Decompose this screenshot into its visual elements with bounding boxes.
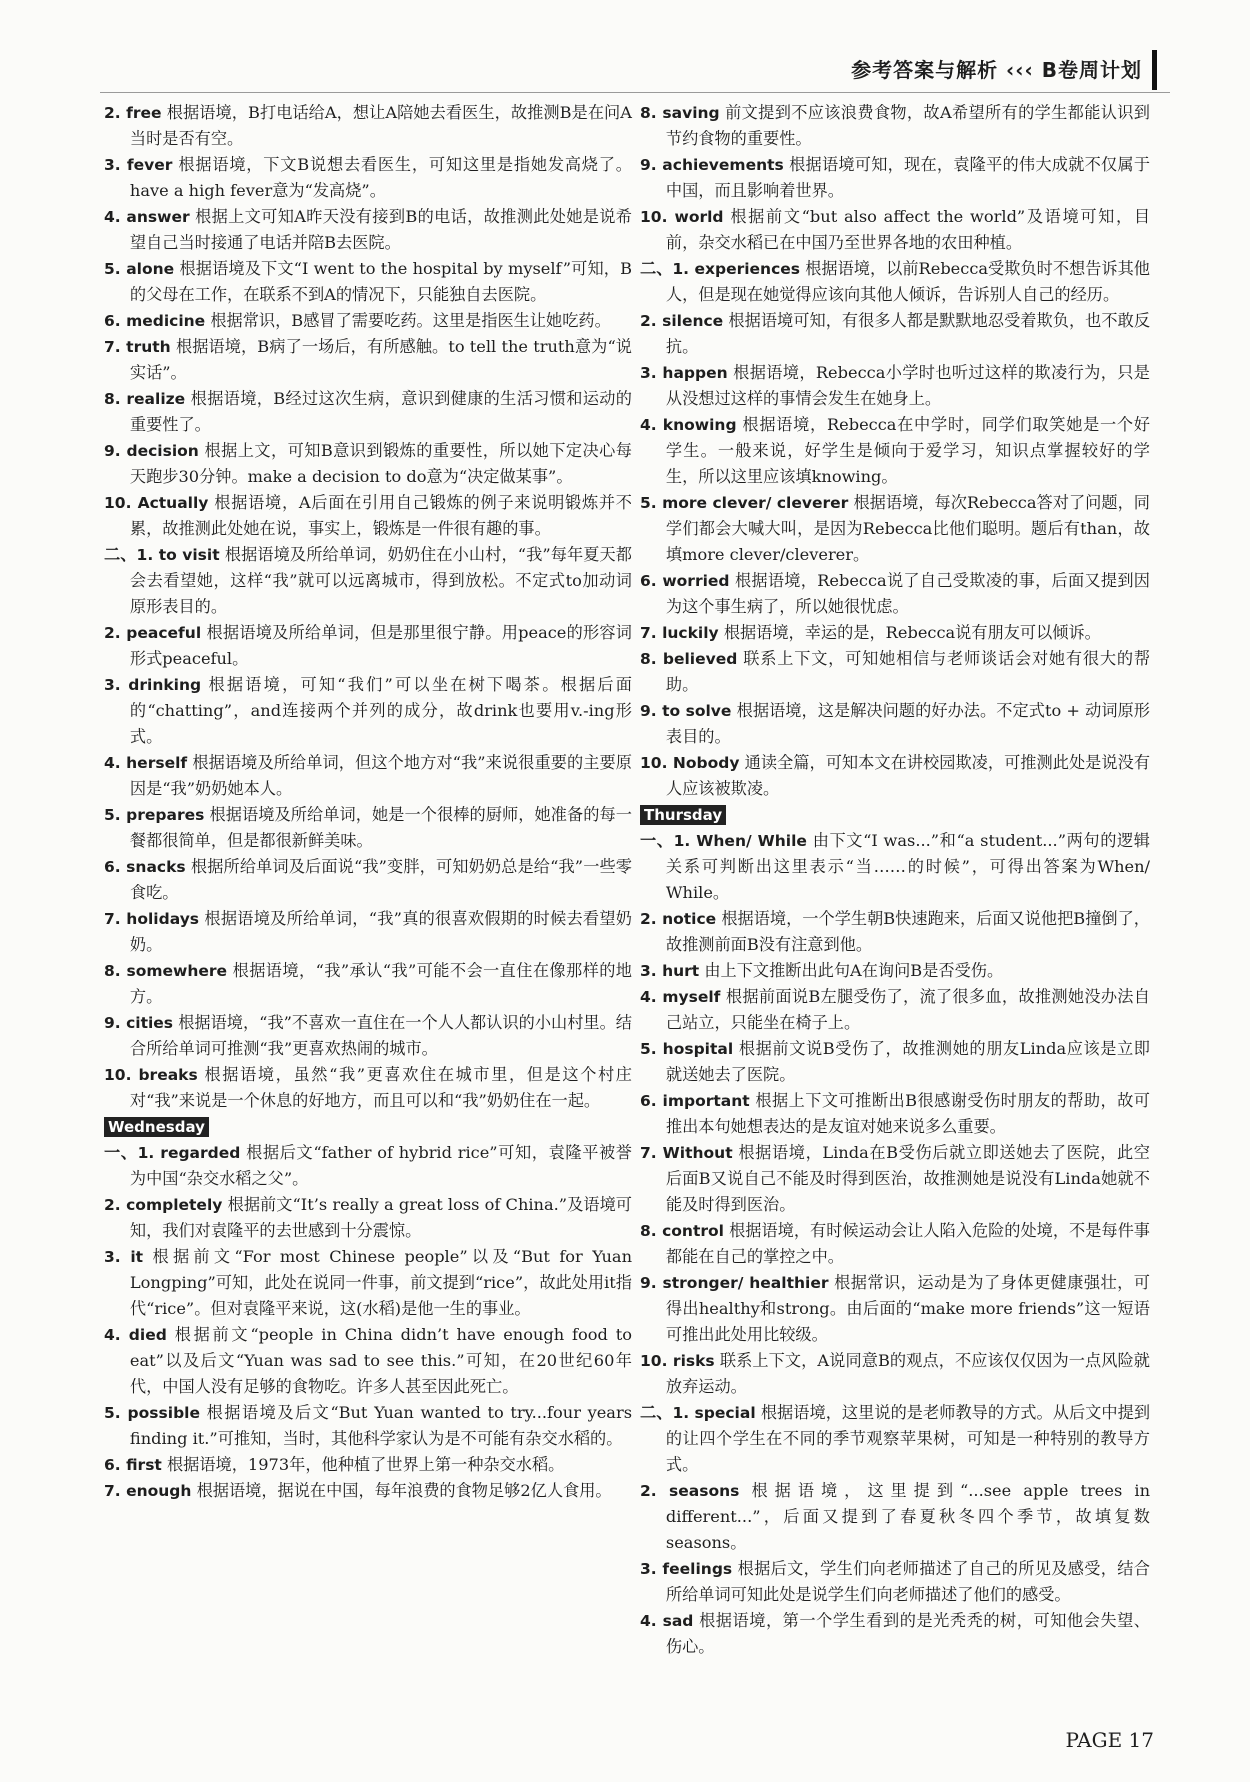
answer-word: 7. luckily	[640, 624, 719, 642]
answer-item	[640, 1556, 1150, 1608]
answer-word: 6. first	[104, 1456, 162, 1474]
answer-word: 8. saving	[640, 104, 720, 122]
answer-item	[640, 1270, 1150, 1348]
answer-explanation: 根据语境可知，现在，袁隆平的伟大成就不仅属于中国，而且影响着世界。	[665, 155, 1151, 200]
answer-explanation: 根据前文“For most Chinese people”以及“But for Yuan Longping”可知，此处在说同一件事，前文提到“rice”，故此处用it指代“rice”。但对袁隆平来说，这(水稻)是他一生的事业。	[129, 1247, 632, 1318]
answer-item	[640, 490, 1150, 568]
answer-item	[104, 1322, 632, 1400]
answer-word: 7. truth	[104, 338, 171, 356]
answer-word: 9. to solve	[640, 702, 732, 720]
day-section-label	[104, 1114, 632, 1140]
left-column	[104, 100, 632, 1504]
section-marker: 二、	[104, 545, 137, 564]
answer-item	[104, 152, 632, 204]
answer-word: 4. answer	[104, 208, 190, 226]
answer-item	[640, 204, 1150, 256]
page-header	[0, 44, 1250, 94]
answer-item	[104, 854, 632, 906]
header-bars-icon	[1152, 50, 1168, 90]
answer-item	[104, 542, 632, 620]
answer-item	[104, 672, 632, 750]
header-divider	[100, 92, 1170, 93]
answer-word: 9. achievements	[640, 156, 784, 174]
answer-item	[640, 568, 1150, 620]
answer-explanation: 根据语境，据说在中国，每年浪费的食物足够2亿人食用。	[196, 1481, 612, 1500]
answer-item	[640, 308, 1150, 360]
answer-word: 2. completely	[104, 1196, 223, 1214]
answer-word: 9. stronger/ healthier	[640, 1274, 829, 1292]
answer-item	[104, 334, 632, 386]
answer-explanation: 根据语境及所给单词，“我”真的很喜欢假期的时候去看望奶奶。	[129, 909, 632, 954]
answer-word: 3. drinking	[104, 676, 202, 694]
answer-item	[640, 984, 1150, 1036]
answer-item	[640, 360, 1150, 412]
answer-word: 4. myself	[640, 988, 721, 1006]
answer-explanation: 根据前文“people in China didn’t have enough food to eat”以及后文“Yuan was sad to see this.”可知，在20世纪60年代，中国人没有足够的食物吃。许多人甚至因此死亡。	[129, 1325, 632, 1396]
answer-explanation: 根据语境，Rebecca小学时也听过这样的欺凌行为，只是从没想过这样的事情会发生在她身上。	[665, 363, 1150, 408]
answer-word: 5. prepares	[104, 806, 205, 824]
answer-item	[104, 1452, 632, 1478]
answer-explanation: 根据语境，可知“我们”可以坐在树下喝茶。根据后面的“chatting”，and连接两个并列的成分，故drink也要用v.-ing形式。	[129, 675, 632, 746]
answer-word: 5. possible	[104, 1404, 200, 1422]
answer-explanation: 根据前文“It’s really a great loss of China.”及语境可知，我们对袁隆平的去世感到十分震惊。	[129, 1195, 632, 1240]
answer-explanation: 根据语境，Linda在B受伤后就立即送她去了医院，此空后面B又说自己不能及时得到医治，故推测她是说没有Linda她就不能及时得到医治。	[665, 1143, 1150, 1214]
answer-item	[640, 1348, 1150, 1400]
answer-explanation: 根据常识，运动是为了身体更健康强壮，可得出healthy和strong。由后面的“make more friends”这一短语可推出此处用比较级。	[665, 1273, 1150, 1344]
answer-item	[104, 386, 632, 438]
answer-item	[640, 1608, 1150, 1660]
answer-item	[640, 1478, 1150, 1556]
answer-explanation: 根据语境，幸运的是，Rebecca说有朋友可以倾诉。	[723, 623, 1101, 642]
answer-word: 5. alone	[104, 260, 175, 278]
answer-word: 7. Without	[640, 1144, 733, 1162]
answer-word: 10. breaks	[104, 1066, 198, 1084]
answer-word: 1. experiences	[672, 260, 801, 278]
answer-item	[640, 100, 1150, 152]
answer-word: 1. to visit	[136, 546, 220, 564]
answer-explanation: 根据语境，B病了一场后，有所感触。to tell the truth意为“说实话”。	[129, 337, 632, 382]
answer-item	[640, 620, 1150, 646]
answer-word: 9. cities	[104, 1014, 174, 1032]
answer-explanation: 根据上文可知A昨天没有接到B的电话，故推测此处她是说希望自己当时接通了电话并陪B去医院。	[129, 207, 632, 252]
answer-word: 5. more clever/ cleverer	[640, 494, 849, 512]
answer-item	[104, 1062, 632, 1114]
page-number: PAGE 17	[1065, 1728, 1154, 1752]
answer-item	[104, 750, 632, 802]
answer-explanation: 根据后文，学生们向老师描述了自己的所见及感受，结合所给单词可知此处是说学生们向老师描述了他们的感受。	[665, 1559, 1150, 1604]
answer-explanation: 由下文“I was...”和“a student...”两句的逻辑关系可判断出这里表示“当……的时候”，可得出答案为When/ While。	[665, 831, 1150, 902]
answer-explanation: 根据语境，每次Rebecca答对了问题，同学们都会大喊大叫，是因为Rebecca比他们聪明。题后有than，故填more clever/cleverer。	[665, 493, 1150, 564]
answer-item	[104, 802, 632, 854]
answer-explanation: 根据语境，以前Rebecca受欺负时不想告诉其他人，但是现在她觉得应该向其他人倾诉，告诉别人自己的经历。	[665, 259, 1150, 304]
answer-item	[104, 620, 632, 672]
right-column	[640, 100, 1150, 1660]
answer-item	[104, 1400, 632, 1452]
answer-explanation: 根据上下文可推断出B很感谢受伤时朋友的帮助，故可推出本句她想表达的是友谊对她来说多么重要。	[665, 1091, 1150, 1136]
answer-item	[640, 750, 1150, 802]
answer-word: 9. decision	[104, 442, 199, 460]
answer-item	[104, 958, 632, 1010]
answer-item	[104, 308, 632, 334]
answer-explanation: 根据语境，第一个学生看到的是光秃秃的树，可知他会失望、伤心。	[665, 1611, 1150, 1656]
answer-word: 1. When/ While	[673, 832, 807, 850]
answer-explanation: 根据语境，有时候运动会让人陷入危险的处境，不是每件事都能在自己的掌控之中。	[665, 1221, 1150, 1266]
day-section-label	[640, 802, 1150, 828]
answer-word: 4. knowing	[640, 416, 737, 434]
section-marker: 二、	[640, 259, 673, 278]
answer-explanation: 根据语境及所给单词，但这个地方对“我”来说很重要的主要原因是“我”奶奶她本人。	[129, 753, 632, 798]
answer-item	[104, 1140, 632, 1192]
answer-item	[640, 412, 1150, 490]
answer-word: 2. seasons	[640, 1482, 740, 1500]
answer-item	[640, 152, 1150, 204]
answer-word: 8. control	[640, 1222, 724, 1240]
answer-explanation: 根据语境，B经过这次生病，意识到健康的生活习惯和运动的重要性了。	[129, 389, 632, 434]
section-marker: 一、	[104, 1143, 138, 1162]
answer-item	[640, 828, 1150, 906]
answer-item	[640, 1036, 1150, 1088]
answer-item	[104, 256, 632, 308]
answer-item	[104, 1478, 632, 1504]
answer-explanation: 根据上文，可知B意识到锻炼的重要性，所以她下定决心每天跑步30分钟。make a decision to do意为“决定做某事”。	[129, 441, 632, 486]
answer-word: 10. risks	[640, 1352, 715, 1370]
answer-item	[640, 1218, 1150, 1270]
answer-word: 1. regarded	[137, 1144, 241, 1162]
answer-item	[104, 438, 632, 490]
answer-explanation: 根据常识，B感冒了需要吃药。这里是指医生让她吃药。	[210, 311, 611, 330]
answer-explanation: 根据语境可知，有很多人都是默默地忍受着欺负，也不敢反抗。	[665, 311, 1151, 356]
answer-explanation: 联系上下文，可知她相信与老师谈话会对她有很大的帮助。	[665, 649, 1151, 694]
answer-explanation: 根据语境及所给单词，但是那里很宁静。用peace的形容词形式peaceful。	[129, 623, 632, 668]
answer-explanation: 由上下文推断出此句A在询问B是否受伤。	[704, 961, 1004, 980]
answer-explanation: 根据语境及所给单词，奶奶住在小山村，“我”每年夏天都会去看望她，这样“我”就可以远离城市，得到放松。不定式to加动词原形表目的。	[129, 545, 632, 616]
answer-explanation: 根据语境，A后面在引用自己锻炼的例子来说明锻炼并不累，故推测此处她在说，事实上，锻炼是一件很有趣的事。	[129, 493, 632, 538]
answer-item	[640, 1400, 1150, 1478]
header-title: 参考答案与解析 ‹‹‹ B卷周计划	[851, 58, 1142, 82]
answer-item	[640, 646, 1150, 698]
answer-explanation: 根据语境，下文B说想去看医生，可知这里是指她发高烧了。have a high fever意为“发高烧”。	[129, 155, 632, 200]
answer-item	[640, 1088, 1150, 1140]
answer-explanation: 联系上下文，A说同意B的观点，不应该仅仅因为一点风险就放弃运动。	[665, 1351, 1150, 1396]
answer-item	[104, 1244, 632, 1322]
answer-explanation: 根据语境及后文“But Yuan wanted to try...four years finding it.”可推知，当时，其他科学家认为是不可能有杂交水稻的。	[129, 1403, 632, 1448]
answer-item	[104, 490, 632, 542]
answer-explanation: 前文提到不应该浪费食物，故A希望所有的学生都能认识到节约食物的重要性。	[665, 103, 1150, 148]
answer-explanation: 根据语境，虽然“我”更喜欢住在城市里，但是这个村庄对“我”来说是一个休息的好地方，而且可以和“我”奶奶住在一起。	[129, 1065, 632, 1110]
section-marker: 二、	[640, 1403, 673, 1422]
answer-word: 2. free	[104, 104, 162, 122]
answer-item	[640, 256, 1150, 308]
answer-word: 10. Nobody	[640, 754, 740, 772]
answer-word: 6. snacks	[104, 858, 186, 876]
answer-explanation: 根据语境，1973年，他种植了世界上第一种杂交水稻。	[167, 1455, 565, 1474]
answer-word: 6. worried	[640, 572, 730, 590]
answer-word: 6. medicine	[104, 312, 206, 330]
answer-item	[104, 1010, 632, 1062]
answer-word: 2. notice	[640, 910, 717, 928]
answer-word: 10. Actually	[104, 494, 209, 512]
answer-item	[640, 906, 1150, 958]
answer-word: 3. it	[104, 1248, 144, 1266]
answer-word: 1. special	[672, 1404, 756, 1422]
answer-explanation: 根据语境，这里提到“...see apple trees in different...”，后面又提到了春夏秋冬四个季节，故填复数seasons。	[665, 1481, 1150, 1552]
answer-item	[640, 958, 1150, 984]
answer-explanation: 通读全篇，可知本文在讲校园欺凌，可推测此处是说没有人应该被欺凌。	[665, 753, 1151, 798]
answer-word: 6. important	[640, 1092, 750, 1110]
answer-word: 7. enough	[104, 1482, 192, 1500]
answer-word: 7. holidays	[104, 910, 200, 928]
answer-explanation: 根据前文“but also affect the world”及语境可知，目前，杂交水稻已在中国乃至世界各地的农田种植。	[665, 207, 1151, 252]
answer-explanation: 根据语境，B打电话给A，想让A陪她去看医生，故推测B是在问A当时是否有空。	[129, 103, 632, 148]
answer-item	[104, 100, 632, 152]
answer-word: 8. believed	[640, 650, 738, 668]
answer-explanation: 根据语境及下文“I went to the hospital by myself”可知，B的父母在工作，在联系不到A的情况下，只能独自去医院。	[129, 259, 632, 304]
answer-word: 3. hurt	[640, 962, 700, 980]
answer-explanation: 根据前面说B左腿受伤了，流了很多血，故推测她没办法自己站立，只能坐在椅子上。	[665, 987, 1150, 1032]
answer-word: 5. hospital	[640, 1040, 734, 1058]
answer-explanation: 根据语境，Rebecca说了自己受欺凌的事，后面又提到因为这个事生病了，所以她很忧虑。	[665, 571, 1150, 616]
answer-explanation: 根据语境，Rebecca在中学时，同学们取笑她是一个好学生。一般来说，好学生是倾向于爱学习，知识点掌握较好的学生，所以这里应该填knowing。	[665, 415, 1150, 486]
answer-explanation: 根据前文说B受伤了，故推测她的朋友Linda应该是立即就送她去了医院。	[665, 1039, 1150, 1084]
answer-word: 4. herself	[104, 754, 188, 772]
answer-word: 3. fever	[104, 156, 173, 174]
answer-word: 3. feelings	[640, 1560, 733, 1578]
answer-item	[640, 698, 1150, 750]
answer-item	[640, 1140, 1150, 1218]
answer-explanation: 根据语境，“我”不喜欢一直住在一个人人都认识的小山村里。结合所给单词可推测“我”更喜欢热闹的城市。	[129, 1013, 632, 1058]
day-label: Thursday	[640, 805, 726, 825]
answer-item	[104, 1192, 632, 1244]
answer-word: 2. silence	[640, 312, 724, 330]
answer-explanation: 根据语境及所给单词，她是一个很棒的厨师，她准备的每一餐都很简单，但是都很新鲜美味。	[129, 805, 632, 850]
answer-explanation: 根据语境，这里说的是老师教导的方式。从后文中提到的让四个学生在不同的季节观察苹果树，可知是一种特别的教导方式。	[665, 1403, 1151, 1474]
day-label: Wednesday	[104, 1117, 209, 1137]
answer-word: 4. died	[104, 1326, 167, 1344]
answer-explanation: 根据所给单词及后面说“我”变胖，可知奶奶总是给“我”一些零食吃。	[129, 857, 632, 902]
answer-explanation: 根据后文“father of hybrid rice”可知，袁隆平被誉为中国“杂交水稻之父”。	[129, 1143, 632, 1188]
answer-item	[104, 204, 632, 256]
answer-word: 3. happen	[640, 364, 728, 382]
answer-explanation: 根据语境，一个学生朝B快速跑来，后面又说他把B撞倒了，故推测前面B没有注意到他。	[665, 909, 1150, 954]
answer-word: 10. world	[640, 208, 724, 226]
answer-explanation: 根据语境，这是解决问题的好办法。不定式to + 动词原形表目的。	[665, 701, 1150, 746]
answer-explanation: 根据语境，“我”承认“我”可能不会一直住在像那样的地方。	[129, 961, 632, 1006]
answer-item	[104, 906, 632, 958]
answer-word: 4. sad	[640, 1612, 694, 1630]
answer-word: 8. somewhere	[104, 962, 228, 980]
answer-word: 8. realize	[104, 390, 186, 408]
section-marker: 一、	[640, 831, 674, 850]
answer-word: 2. peaceful	[104, 624, 202, 642]
